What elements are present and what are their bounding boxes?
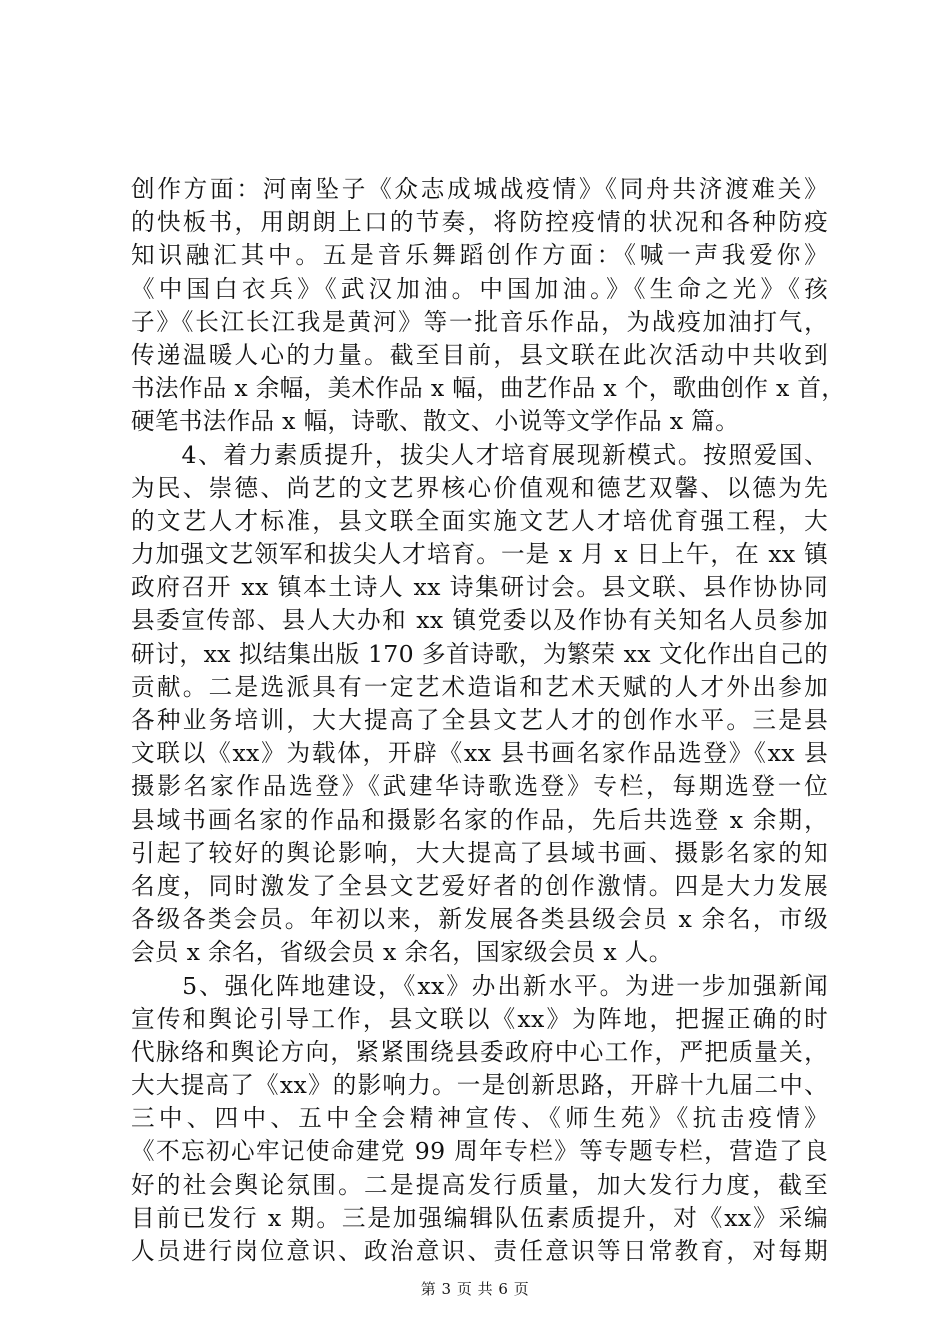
body-text xyxy=(131,173,846,1268)
text-line: 会员 x 余名，省级会员 x 余名，国家级会员 x 人。 xyxy=(131,938,673,967)
text-line: 知识融汇其中。五是音乐舞蹈创作方面：《喊一声我爱你》 xyxy=(131,241,828,270)
text-line: 各级各类会员。年初以来，新发展各类县级会员 x 余名，市级 xyxy=(131,905,828,934)
text-line: 书法作品 x 余幅，美术作品 x 幅，曲艺作品 x 个，歌曲创作 x 首， xyxy=(131,374,846,403)
text-line: 代脉络和舆论方向，紧紧围绕县委政府中心工作，严把质量关， xyxy=(131,1037,828,1066)
text-line: 的文艺人才标准，县文联全面实施文艺人才培优育强工程，大 xyxy=(131,506,828,535)
text-line: 县委宣传部、县人大办和 xx 镇党委以及作协有关知名人员参加 xyxy=(131,606,828,635)
text-line: 宣传和舆论引导工作，县文联以《xx》为阵地，把握正确的时 xyxy=(131,1004,828,1033)
text-line: 三中、四中、五中全会精神宣传、《师生苑》《抗击疫情》 xyxy=(131,1104,828,1133)
text-line: 目前已发行 x 期。三是加强编辑队伍素质提升，对《xx》采编 xyxy=(131,1203,828,1232)
text-line: 创作方面：河南坠子《众志成城战疫情》《同舟共济渡难关》 xyxy=(131,175,828,203)
text-line: 4、着力素质提升，拔尖人才培育展现新模式。按照爱国、 xyxy=(131,440,828,469)
text-line: 研讨，xx 拟结集出版 170 多首诗歌，为繁荣 xx 文化作出自己的 xyxy=(131,639,828,668)
text-line: 文联以《xx》为载体，开辟《xx 县书画名家作品选登》《xx 县 xyxy=(131,739,828,768)
text-line: 为民、崇德、尚艺的文艺界核心价值观和德艺双馨、以德为先 xyxy=(131,473,828,502)
text-line: 子》《长江长江我是黄河》等一批音乐作品，为战疫加油打气， xyxy=(131,307,828,336)
text-line: 硬笔书法作品 x 幅，诗歌、散文、小说等文学作品 x 篇。 xyxy=(131,407,739,436)
text-line: 贡献。二是选派具有一定艺术造诣和艺术天赋的人才外出参加 xyxy=(131,672,828,701)
text-line: 大大提高了《xx》的影响力。一是创新思路，开辟十九届二中、 xyxy=(131,1071,828,1100)
text-line: 引起了较好的舆论影响，大大提高了县域书画、摄影名家的知 xyxy=(131,838,828,867)
text-line: 人员进行岗位意识、政治意识、责任意识等日常教育，对每期 xyxy=(131,1237,828,1265)
text-line: 力加强文艺领军和拔尖人才培育。一是 x 月 x 日上午，在 xx 镇 xyxy=(131,540,828,569)
text-line: 《不忘初心牢记使命建党 99 周年专栏》等专题专栏，营造了良 xyxy=(131,1137,828,1166)
page-number-footer: 第 3 页 共 6 页 xyxy=(420,1280,530,1298)
text-line: 《中国白衣兵》《武汉加油。中国加油。》《生命之光》《孩 xyxy=(131,274,828,303)
text-line: 县域书画名家的作品和摄影名家的作品，先后共选登 x 余期， xyxy=(131,805,828,834)
text-line: 名度，同时激发了全县文艺爱好者的创作激情。四是大力发展 xyxy=(131,871,828,900)
text-line: 摄影名家作品选登》《武建华诗歌选登》专栏，每期选登一位 xyxy=(131,772,828,801)
text-line: 传递温暖人心的力量。截至目前，县文联在此次活动中共收到 xyxy=(131,340,828,369)
text-line: 5、强化阵地建设，《xx》办出新水平。为进一步加强新闻 xyxy=(131,971,828,1000)
text-line: 的快板书，用朗朗上口的节奏，将防控疫情的状况和各种防疫 xyxy=(131,208,828,237)
text-line: 政府召开 xx 镇本土诗人 xx 诗集研讨会。县文联、县作协协同 xyxy=(131,573,828,602)
text-line: 各种业务培训，大大提高了全县文艺人才的创作水平。三是县 xyxy=(131,706,828,734)
text-line: 好的社会舆论氛围。二是提高发行质量，加大发行力度，截至 xyxy=(131,1170,828,1199)
